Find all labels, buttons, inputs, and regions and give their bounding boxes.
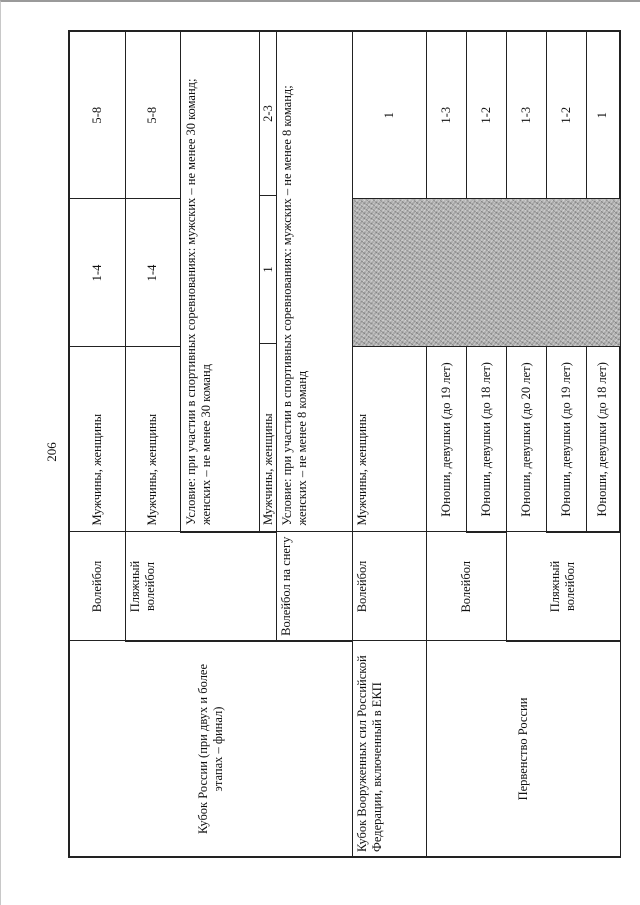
cell-juniors: Юноши, девушки (до 19 лет) <box>426 347 466 532</box>
cell-rank: 1-2 <box>466 31 506 199</box>
cell-cup-russia: Кубок России (при двух и более этапах – финал) <box>69 641 352 857</box>
cell-rank: 1 <box>260 195 276 343</box>
condition-text: Условие: при участии в спортивных соревнованиях: мужских – не менее 30 команд; женских – не менее 30 команд <box>183 78 213 525</box>
cell-rank: 5-8 <box>69 31 125 199</box>
cell-rank: 1-3 <box>426 31 466 199</box>
cell-volleyball: Волейбол <box>69 532 125 641</box>
page-number: 206 <box>44 442 59 462</box>
cell-condition <box>276 31 352 532</box>
cell-men-women: Мужчины, женщины <box>260 343 276 531</box>
cell-men-women: Мужчины, женщины <box>69 347 125 532</box>
cell-rank: 1-3 <box>506 31 546 199</box>
table-row <box>69 31 125 857</box>
cell-armed-forces-cup: Кубок Вооруженных сил Российской Федерации, включенный в ЕКП <box>352 641 426 857</box>
cell-volleyball: Волейбол <box>426 532 506 641</box>
cell-juniors: Юноши, девушки (до 20 лет) <box>506 347 546 532</box>
cell-rank: 1-2 <box>546 31 586 199</box>
rotated-table-container <box>68 32 613 858</box>
condition-text: Условие: при участии в спортивных соревнованиях: мужских – не менее 8 команд; женских – не менее 8 команд <box>279 85 309 526</box>
cell-rank: 1 <box>352 31 426 199</box>
cell-condition <box>180 31 276 532</box>
cell-championship: Первенство России <box>426 641 620 857</box>
cell-rank: 5-8 <box>125 31 180 199</box>
cell-men-women: Мужчины, женщины <box>352 347 426 532</box>
condition-subrow <box>259 32 276 531</box>
cell-juniors: Юноши, девушки (до 18 лет) <box>586 347 620 532</box>
cell-men-women: Мужчины, женщины <box>125 347 180 532</box>
cell-juniors: Юноши, девушки (до 19 лет) <box>546 347 586 532</box>
cell-rank: 1-4 <box>125 199 180 347</box>
cell-volleyball: Волейбол <box>352 532 426 641</box>
table-row <box>426 31 466 857</box>
cell-beach-volleyball: Пляжный волейбол <box>506 532 620 641</box>
cell-beach-volleyball: Пляжный волейбол <box>125 532 276 641</box>
shaded-cell <box>352 199 620 347</box>
sports-ranking-table <box>68 30 621 858</box>
cell-rank: 1 <box>586 31 620 199</box>
cell-juniors: Юноши, девушки (до 18 лет) <box>466 347 506 532</box>
cell-snow-volleyball: Волейбол на снегу <box>276 532 352 641</box>
table-row <box>352 31 426 857</box>
cell-rank: 2-3 <box>260 105 275 122</box>
cell-rank: 1-4 <box>69 199 125 347</box>
